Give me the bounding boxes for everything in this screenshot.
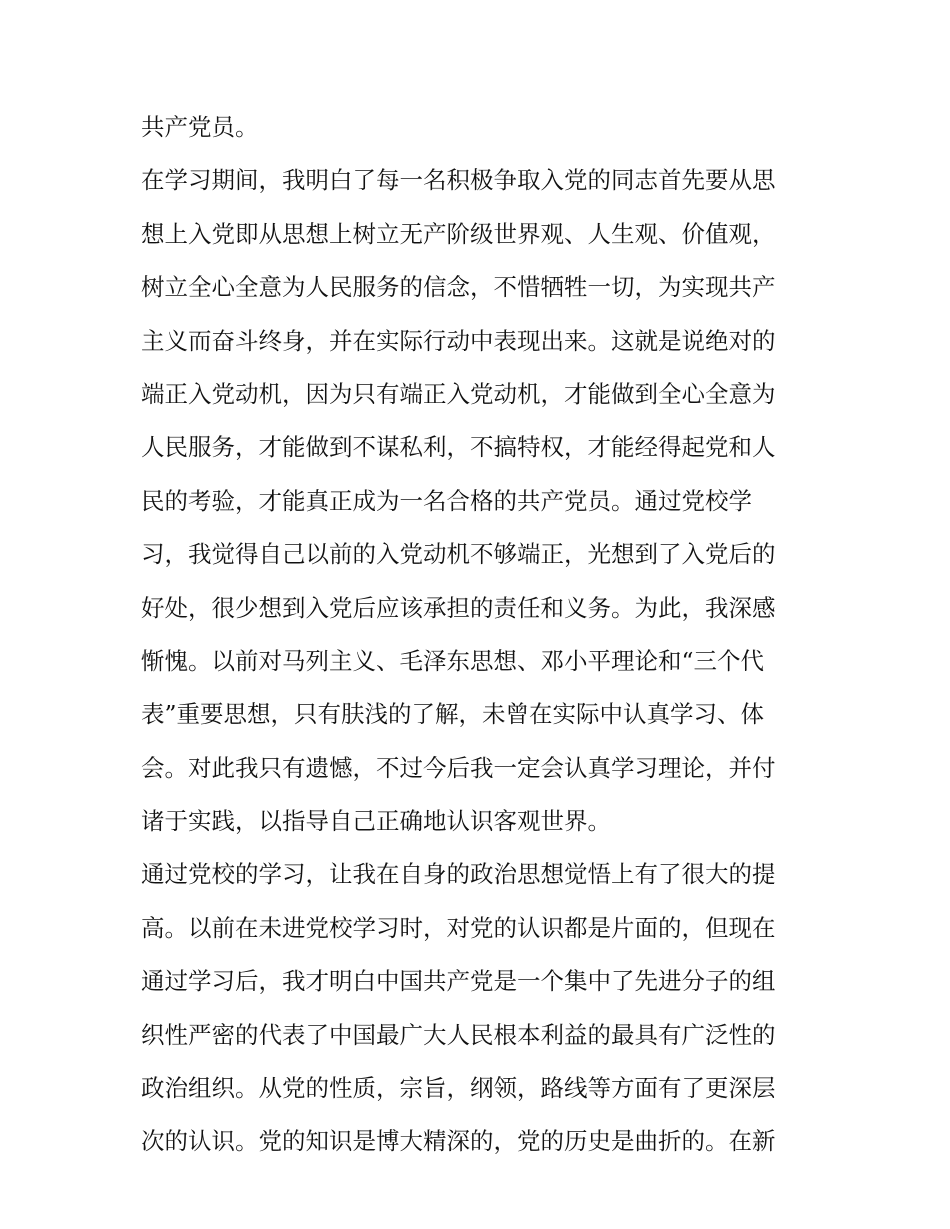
text-line: 端正入党动机，因为只有端正入党动机，才能做到全心全意为 — [141, 379, 776, 408]
text-line: 织性严密的代表了中国最广大人民根本利益的最具有广泛性的 — [141, 1020, 776, 1049]
text-line: 主义而奋斗终身，并在实际行动中表现出来。这就是说绝对的 — [141, 326, 776, 355]
body-text — [141, 108, 821, 1176]
text-line: 通过学习后，我才明白中国共产党是一个集中了先进分子的组 — [141, 967, 776, 996]
text-line: 好处，很少想到入党后应该承担的责任和义务。为此，我深感 — [141, 593, 776, 622]
text-line: 表”重要思想，只有肤浅的了解，未曾在实际中认真学习、体 — [141, 700, 765, 729]
text-line: 政治组织。从党的性质，宗旨，纲领，路线等方面有了更深层 — [141, 1074, 776, 1103]
text-line: 次的认识。党的知识是博大精深的，党的历史是曲折的。在新 — [141, 1127, 776, 1156]
text-line: 习，我觉得自己以前的入党动机不够端正，光想到了入党后的 — [141, 540, 776, 569]
text-line: 会。对此我只有遗憾，不过今后我一定会认真学习理论，并付 — [141, 753, 776, 782]
text-line: 诸于实践，以指导自己正确地认识客观世界。 — [141, 807, 611, 836]
text-line: 想上入党即从思想上树立无产阶级世界观、人生观、价值观， — [141, 219, 776, 248]
text-line: 人民服务，才能做到不谋私利，不搞特权，才能经得起党和人 — [141, 433, 776, 462]
text-line: 共产党员。 — [141, 113, 259, 141]
text-line: 树立全心全意为人民服务的信念，不惜牺牲一切，为实现共产 — [141, 273, 776, 302]
text-line: 在学习期间，我明白了每一名积极争取入党的同志首先要从思 — [141, 166, 776, 195]
text-line: 通过党校的学习，让我在自身的政治思想觉悟上有了很大的提 — [141, 860, 776, 889]
text-line: 民的考验，才能真正成为一名合格的共产党员。通过党校学 — [141, 486, 752, 515]
text-line: 惭愧。以前对马列主义、毛泽东思想、邓小平理论和“三个代 — [141, 646, 765, 675]
text-line: 高。以前在未进党校学习时，对党的认识都是片面的，但现在 — [141, 913, 776, 942]
